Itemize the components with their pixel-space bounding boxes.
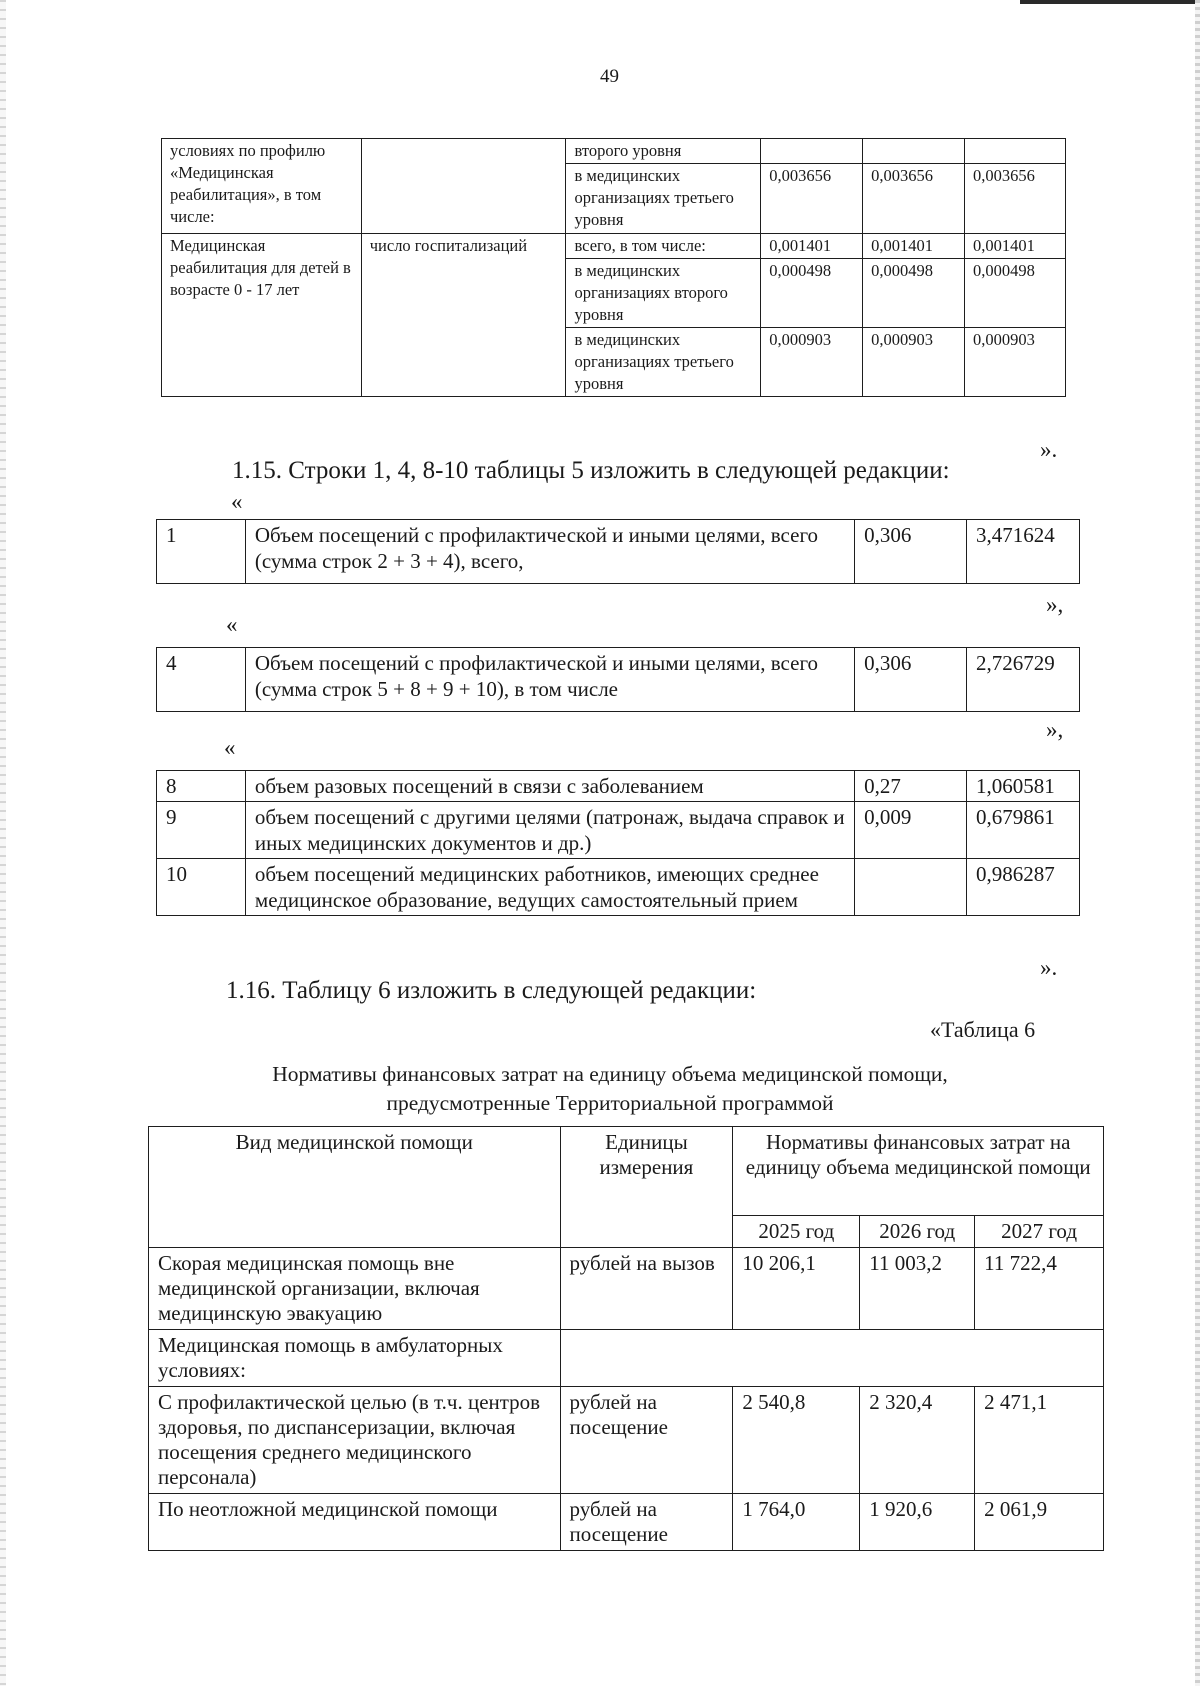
value-cell: 0,000498	[761, 259, 863, 328]
value-cell: 2 540,8	[733, 1387, 860, 1494]
table-row	[149, 1494, 1104, 1551]
header-year: 2027 год	[975, 1216, 1104, 1248]
table5-row-1	[156, 519, 1080, 584]
table-row	[157, 648, 1080, 712]
opening-quote: «	[226, 612, 238, 637]
scan-edge-top	[1020, 0, 1200, 4]
row-label: Медицинская реабилитация для детей в возрасте 0 - 17 лет	[162, 234, 362, 397]
closing-quote: »,	[1046, 717, 1064, 742]
value-cell: 0,000903	[761, 328, 863, 397]
value-cell: 3,471624	[967, 520, 1080, 584]
type-cell: Медицинская помощь в амбулаторных условиях:	[149, 1330, 561, 1387]
value-cell: 1 920,6	[860, 1494, 975, 1551]
value-cell: 0,306	[855, 520, 967, 584]
row-text: объем посещений с другими целями (патронаж, выдача справок и иных медицинских документов и др.)	[245, 802, 854, 859]
table-row	[157, 771, 1080, 802]
type-cell: По неотложной медицинской помощи	[149, 1494, 561, 1551]
table-header-row	[149, 1127, 1104, 1216]
value-cell: 0,003656	[761, 164, 863, 234]
row-number: 8	[157, 771, 246, 802]
header-year: 2026 год	[860, 1216, 975, 1248]
value-cell: 0,001401	[863, 234, 965, 259]
value-cell: 0,001401	[761, 234, 863, 259]
closing-quote: ».	[1040, 955, 1058, 980]
value-cell: 0,306	[855, 648, 967, 712]
empty-cell	[560, 1330, 1104, 1387]
value-cell: 10 206,1	[733, 1248, 860, 1330]
sublevel-label: всего, в том числе:	[566, 234, 761, 259]
header-unit: Единицы измерения	[560, 1127, 733, 1248]
sublevel-label: второго уровня	[566, 139, 761, 164]
value-cell: 11 003,2	[860, 1248, 975, 1330]
value-cell: 0,003656	[965, 164, 1066, 234]
table-continuation	[161, 138, 1066, 397]
type-cell: Скорая медицинская помощь вне медицинской организации, включая медицинскую эвакуацию	[149, 1248, 561, 1330]
table6	[148, 1126, 1104, 1551]
table6-heading: Нормативы финансовых затрат на единицу объема медицинской помощи, предусмотренные Территориальной программой	[272, 1062, 948, 1115]
table-row	[157, 520, 1080, 584]
unit-cell: число госпитализаций	[361, 234, 566, 397]
value-cell: 1,060581	[967, 771, 1080, 802]
table-row	[157, 859, 1080, 916]
clause-1-16: 1.16. Таблицу 6 изложить в следующей редакции:	[226, 977, 757, 1004]
value-cell	[761, 139, 863, 164]
clause-1-15: 1.15. Строки 1, 4, 8-10 таблицы 5 изложить в следующей редакции:	[232, 457, 950, 484]
row-text: объем разовых посещений в связи с заболеванием	[245, 771, 854, 802]
row-number: 9	[157, 802, 246, 859]
table5-rows-8-10	[156, 770, 1080, 916]
value-cell	[863, 139, 965, 164]
table5-row-4	[156, 647, 1080, 712]
row-number: 4	[157, 648, 246, 712]
row-text: Объем посещений с профилактической и иными целями, всего (сумма строк 2 + 3 + 4), всего,	[245, 520, 854, 584]
opening-quote: «	[231, 489, 243, 514]
value-cell: 0,003656	[863, 164, 965, 234]
row-number: 1	[157, 520, 246, 584]
opening-quote: «	[224, 735, 236, 760]
table-row	[162, 139, 1066, 164]
table-row	[149, 1387, 1104, 1494]
scan-edge-left	[0, 0, 6, 1686]
row-text: Объем посещений с профилактической и иными целями, всего (сумма строк 5 + 8 + 9 + 10), в том числе	[245, 648, 854, 712]
value-cell: 11 722,4	[975, 1248, 1104, 1330]
header-norms: Нормативы финансовых затрат на единицу объема медицинской помощи	[733, 1127, 1104, 1216]
closing-quote: ».	[1040, 437, 1058, 462]
closing-quote: »,	[1046, 592, 1064, 617]
value-cell: 2 061,9	[975, 1494, 1104, 1551]
table-row	[162, 234, 1066, 259]
value-cell: 0,001401	[965, 234, 1066, 259]
scan-edge-right	[1195, 0, 1200, 1686]
value-cell: 0,000903	[863, 328, 965, 397]
value-cell	[965, 139, 1066, 164]
table-row	[149, 1248, 1104, 1330]
row-text: объем посещений медицинских работников, имеющих среднее медицинское образование, ведущих самостоятельный прием	[245, 859, 854, 916]
sublevel-label: в медицинских организациях третьего уровня	[566, 328, 761, 397]
value-cell: 0,986287	[967, 859, 1080, 916]
value-cell: 0,000498	[863, 259, 965, 328]
header-type: Вид медицинской помощи	[149, 1127, 561, 1248]
value-cell: 0,000903	[965, 328, 1066, 397]
value-cell: 2,726729	[967, 648, 1080, 712]
value-cell	[855, 859, 967, 916]
value-cell: 0,679861	[967, 802, 1080, 859]
unit-cell	[361, 139, 566, 234]
value-cell: 1 764,0	[733, 1494, 860, 1551]
unit-cell: рублей на посещение	[560, 1387, 733, 1494]
header-year: 2025 год	[733, 1216, 860, 1248]
sublevel-label: в медицинских организациях третьего уровня	[566, 164, 761, 234]
row-label: условиях по профилю «Медицинская реабилитация», в том числе:	[162, 139, 362, 234]
type-cell: С профилактической целью (в т.ч. центров здоровья, по диспансеризации, включая посещения среднего медицинского персонала)	[149, 1387, 561, 1494]
sublevel-label: в медицинских организациях второго уровня	[566, 259, 761, 328]
value-cell: 2 320,4	[860, 1387, 975, 1494]
table-row	[157, 802, 1080, 859]
value-cell: 0,27	[855, 771, 967, 802]
table6-label: «Таблица 6	[930, 1017, 1036, 1042]
unit-cell: рублей на посещение	[560, 1494, 733, 1551]
page-number: 49	[600, 66, 619, 87]
value-cell: 2 471,1	[975, 1387, 1104, 1494]
row-number: 10	[157, 859, 246, 916]
unit-cell: рублей на вызов	[560, 1248, 733, 1330]
value-cell: 0,009	[855, 802, 967, 859]
table-row	[149, 1330, 1104, 1387]
value-cell: 0,000498	[965, 259, 1066, 328]
